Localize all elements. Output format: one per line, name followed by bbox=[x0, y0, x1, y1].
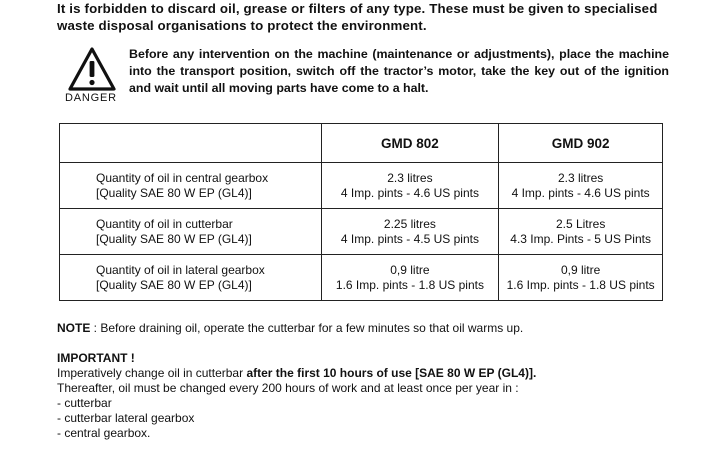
gmd-802-value bbox=[321, 209, 499, 255]
important-line-1 bbox=[57, 366, 697, 381]
row-desc-line: Quantity of oil in lateral gearbox bbox=[96, 262, 265, 277]
warning-triangle-icon bbox=[67, 46, 117, 92]
important-line-1-normal: Imperatively change oil in cutterbar bbox=[57, 366, 247, 380]
pints-value: 1.6 Imp. pints - 1.8 US pints bbox=[506, 277, 655, 292]
note-paragraph bbox=[57, 321, 523, 335]
list-item: - cutterbar bbox=[57, 396, 112, 410]
disposal-warning-text: It is forbidden to discard oil, grease or filters of any type. These must be given to specialised waste disposal organisations to protect the environment. bbox=[57, 1, 658, 33]
table-row bbox=[60, 209, 663, 255]
danger-instructions: Before any intervention on the machine (maintenance or adjustments), place the machine into the transport position, switch off the tractor’s motor, take the key out of the ignition and wait until all moving parts have come to a halt. bbox=[129, 47, 669, 95]
litres-value: 0,9 litre bbox=[560, 262, 601, 277]
note-text: : Before draining oil, operate the cutterbar for a few minutes so that oil warms up. bbox=[90, 321, 524, 335]
important-section bbox=[57, 351, 697, 441]
pints-value: 4 Imp. pints - 4.5 US pints bbox=[340, 231, 479, 246]
pints-value: 4 Imp. pints - 4.6 US pints bbox=[511, 185, 650, 200]
header-gmd-802: GMD 802 bbox=[321, 124, 499, 163]
gmd-802-value bbox=[321, 163, 499, 209]
gmd-902-value bbox=[499, 255, 663, 301]
header-empty bbox=[60, 124, 322, 163]
table-row bbox=[60, 255, 663, 301]
row-description bbox=[60, 255, 322, 301]
litres-value: 0,9 litre bbox=[390, 262, 430, 277]
note-label: NOTE bbox=[57, 321, 91, 335]
important-title: IMPORTANT ! bbox=[57, 351, 135, 365]
litres-value: 2.3 litres bbox=[387, 170, 433, 185]
litres-value: 2.25 litres bbox=[383, 216, 436, 231]
row-desc-line: Quantity of oil in central gearbox bbox=[96, 170, 269, 185]
row-quality-line: [Quality SAE 80 W EP (GL4)] bbox=[96, 185, 252, 200]
gmd-902-value bbox=[499, 209, 663, 255]
litres-value: 2.3 litres bbox=[557, 170, 604, 185]
litres-value: 2.5 Litres bbox=[555, 216, 606, 231]
danger-label: DANGER bbox=[65, 92, 117, 104]
table-row bbox=[60, 163, 663, 209]
row-quality-line: [Quality SAE 80 W EP (GL4)] bbox=[96, 277, 252, 292]
important-line-2: Thereafter, oil must be changed every 200 hours of work and at least once per year in : bbox=[57, 381, 519, 395]
pints-value: 1.6 Imp. pints - 1.8 US pints bbox=[335, 277, 484, 292]
important-line-1-bold: after the first 10 hours of use [SAE 80 W EP (GL4)]. bbox=[246, 366, 537, 380]
pints-value: 4 Imp. pints - 4.6 US pints bbox=[340, 185, 479, 200]
list-item: - cutterbar lateral gearbox bbox=[57, 411, 195, 425]
pints-value: 4.3 Imp. Pints - 5 US Pints bbox=[510, 231, 651, 246]
gmd-902-value bbox=[499, 163, 663, 209]
gmd-802-value bbox=[321, 255, 499, 301]
row-description bbox=[60, 209, 322, 255]
list-item: - central gearbox. bbox=[57, 426, 151, 440]
oil-quantity-table bbox=[59, 123, 663, 301]
row-quality-line: [Quality SAE 80 W EP (GL4)] bbox=[96, 231, 252, 246]
header-gmd-902: GMD 902 bbox=[499, 124, 663, 163]
danger-notice bbox=[57, 44, 687, 108]
row-description bbox=[60, 163, 322, 209]
table-header-row bbox=[60, 124, 663, 163]
row-desc-line: Quantity of oil in cutterbar bbox=[96, 216, 233, 231]
